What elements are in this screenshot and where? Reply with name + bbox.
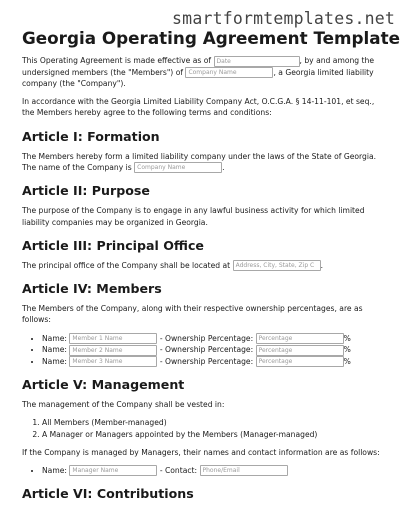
article-5-text: The management of the Company shall be vested in: xyxy=(22,400,225,410)
article-3-heading: Article III: Principal Office xyxy=(22,237,204,253)
manager-name-field[interactable]: Manager Name xyxy=(69,465,157,476)
member-row: • Name: Member 2 Name - Ownership Percentage: Percentage % xyxy=(42,344,386,356)
document-title: Georgia Operating Agreement Template xyxy=(22,28,401,48)
article-4-heading: Article IV: Members xyxy=(22,281,162,297)
principal-office-address-field[interactable]: Address, City, State, Zip C xyxy=(233,260,321,271)
company-name-field[interactable]: Company Name xyxy=(185,67,273,78)
member-2-percentage-field[interactable]: Percentage xyxy=(256,345,344,356)
management-option: 1. All Members (Member-managed) xyxy=(42,417,386,428)
management-options-list xyxy=(22,417,386,439)
management-option: 2. A Manager or Managers appointed by the Members (Manager-managed) xyxy=(42,429,386,440)
article-2-text: The purpose of the Company is to engage in any lawful business activity for which limited liability companies may be organized in Georgia. xyxy=(22,206,365,227)
member-1-name-field[interactable]: Member 1 Name xyxy=(69,333,157,344)
members-list xyxy=(22,333,386,368)
intro-paragraph: This Operating Agreement is made effective as of Date , by and among the undersigned members (the "Members") of Company Name , a Georgia limited liability company (the "Company"). xyxy=(22,56,375,88)
manager-row: • Name: Manager Name - Contact: Phone/Email xyxy=(42,465,386,477)
manager-contact-field[interactable]: Phone/Email xyxy=(200,465,288,476)
effective-date-field[interactable]: Date xyxy=(214,56,300,67)
accordance-paragraph: In accordance with the Georgia Limited Liability Company Act, O.C.G.A. § 14-11-101, et seq., the Members hereby agree to the following terms and conditions: xyxy=(22,97,375,118)
document-page xyxy=(22,28,401,508)
article-1-heading: Article I: Formation xyxy=(22,128,160,144)
member-1-percentage-field[interactable]: Percentage xyxy=(256,333,344,344)
member-row: • Name: Member 1 Name - Ownership Percentage: Percentage % xyxy=(42,333,386,345)
article-4-text: The Members of the Company, along with their respective ownership percentages, are as follows: xyxy=(22,304,363,325)
managers-list xyxy=(22,465,386,477)
article-3-text: The principal office of the Company shall be located at Address, City, State, Zip C . xyxy=(22,260,323,270)
article-6-heading: Article VI: Contributions xyxy=(22,486,194,502)
managers-text: If the Company is managed by Managers, their names and contact information are as follows: xyxy=(22,447,380,457)
member-2-name-field[interactable]: Member 2 Name xyxy=(69,345,157,356)
article-5-heading: Article V: Management xyxy=(22,377,185,393)
member-3-name-field[interactable]: Member 3 Name xyxy=(69,356,157,367)
article-2-heading: Article II: Purpose xyxy=(22,183,150,199)
article-1-text: The Members hereby form a limited liability company under the laws of the State of Georgia. The name of the Company is Company Name . xyxy=(22,151,377,172)
member-row: • Name: Member 3 Name - Ownership Percentage: Percentage % xyxy=(42,356,386,368)
article-1-company-name-field[interactable]: Company Name xyxy=(134,162,222,173)
member-3-percentage-field[interactable]: Percentage xyxy=(256,356,344,367)
site-watermark: smartformtemplates.net xyxy=(172,9,395,28)
